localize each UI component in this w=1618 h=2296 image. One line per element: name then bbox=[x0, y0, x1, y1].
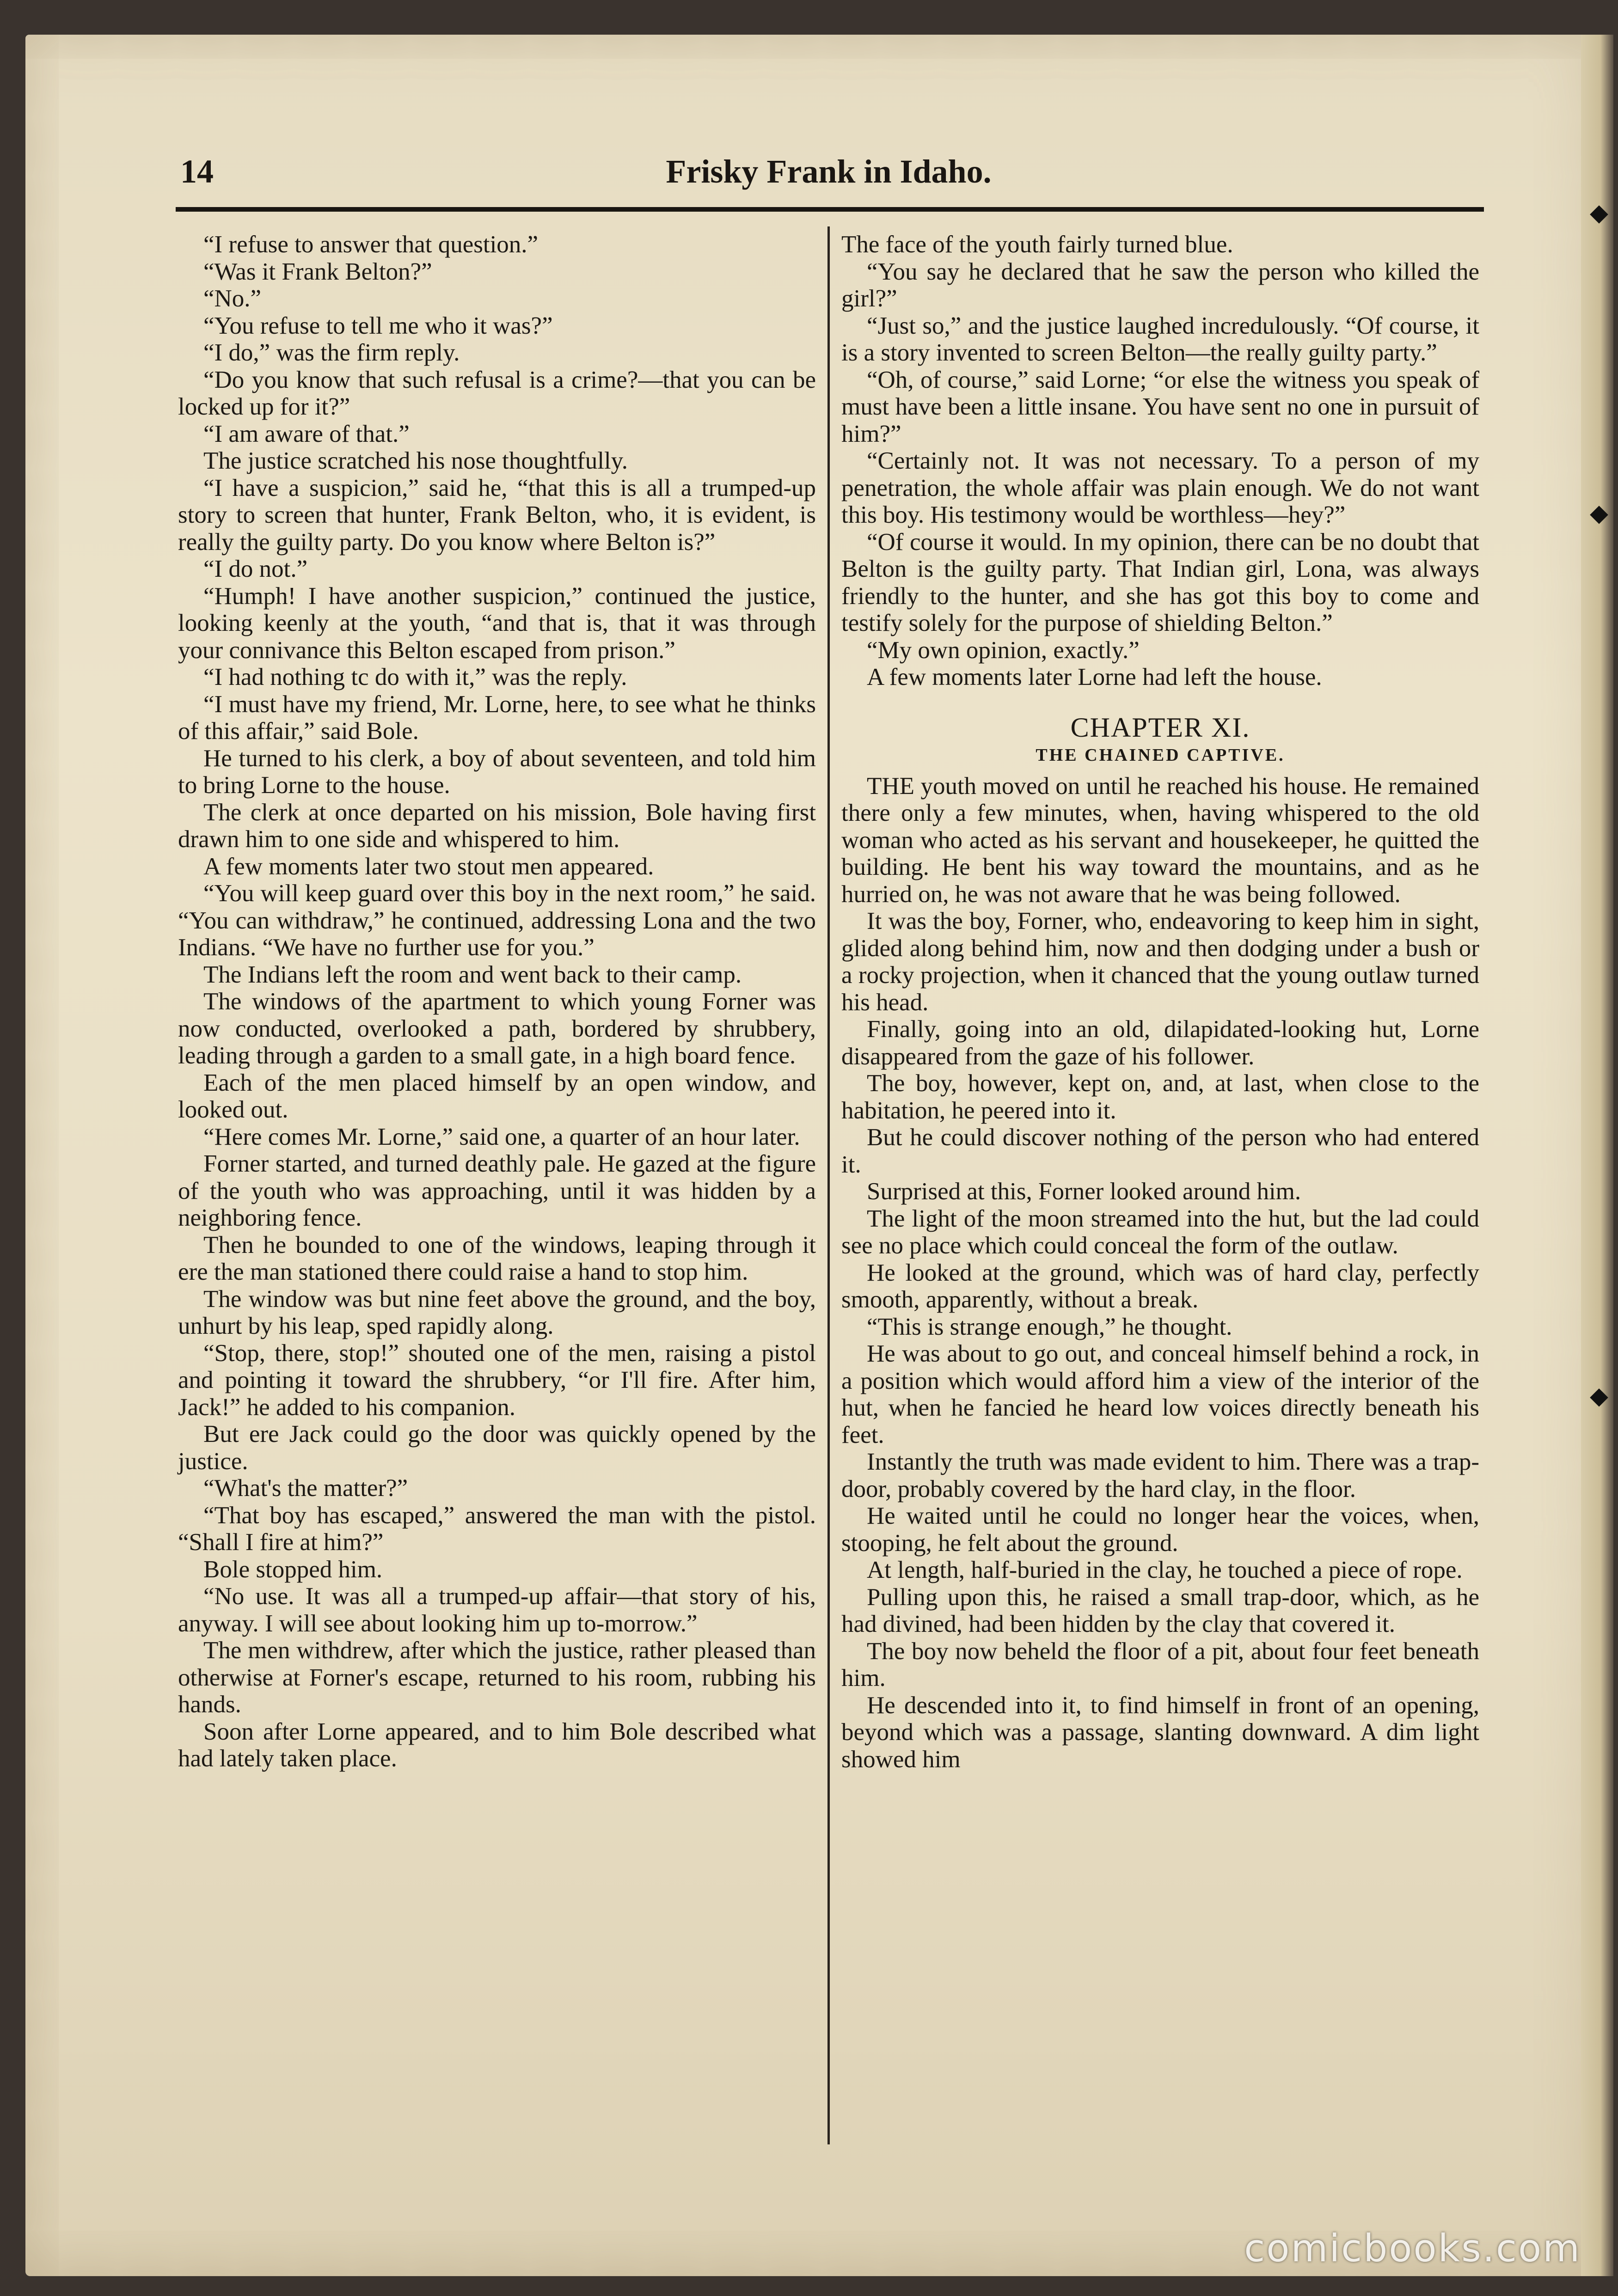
paragraph: “Just so,” and the justice laughed incredulously. “Of course, it is a story invented to screen Belton—the really guilty party.” bbox=[841, 312, 1479, 366]
paragraph: “What's the matter?” bbox=[203, 1475, 408, 1502]
paragraph: The Indians left the room and went back to their camp. bbox=[203, 961, 742, 988]
paragraph: “I am aware of that.” bbox=[203, 420, 410, 447]
paragraph: Surprised at this, Forner looked around him. bbox=[867, 1178, 1301, 1205]
paragraph: “Here comes Mr. Lorne,” said one, a quarter of an hour later. bbox=[203, 1123, 800, 1150]
paragraph: “I refuse to answer that question.” bbox=[203, 231, 539, 258]
paragraph: “That boy has escaped,” answered the man with the pistol. “Shall I fire at him?” bbox=[178, 1502, 816, 1556]
paragraph: “My own opinion, exactly.” bbox=[867, 636, 1140, 664]
paragraph: The clerk at once departed on his mission, Bole having first drawn him to one side and whispered to him. bbox=[178, 799, 816, 853]
paragraph: The boy now beheld the floor of a pit, about four feet beneath him. bbox=[841, 1637, 1479, 1691]
paragraph: He looked at the ground, which was of hard clay, perfectly smooth, apparently, without a break. bbox=[841, 1259, 1479, 1313]
running-title: Frisky Frank in Idaho. bbox=[666, 153, 992, 190]
paragraph: “No.” bbox=[203, 285, 262, 312]
paragraph: “I have a suspicion,” said he, “that this is all a trumped-up story to screen that hunter, Frank Belton, who, it is evident, is really the guilty party. Do you know where Belton is?” bbox=[178, 474, 816, 556]
paragraph: He descended into it, to find himself in front of an opening, beyond which was a passage, slanting downward. A dim light showed him bbox=[841, 1691, 1479, 1773]
binding-edge bbox=[1581, 35, 1613, 2276]
paragraph: THE youth moved on until he reached his house. He remained there only a few minutes, when, having whispered to the old woman who acted as his servant and housekeeper, he quitted the building. He bent his way toward the mountains, and as he hurried on, he was not aware that he was being followed. bbox=[841, 772, 1479, 908]
paragraph: The face of the youth fairly turned blue. bbox=[841, 231, 1233, 258]
page-number: 14 bbox=[180, 153, 214, 190]
paragraph: Instantly the truth was made evident to him. There was a trap-door, probably covered by the hard clay, in the floor. bbox=[841, 1448, 1479, 1502]
paragraph: It was the boy, Forner, who, endeavoring to keep him in sight, glided along behind him, now and then dodging under a bush or a rocky projection, when it chanced that the young outlaw turned his head. bbox=[841, 908, 1479, 1016]
paragraph: The light of the moon streamed into the hut, but the lad could see no place which could conceal the form of the outlaw. bbox=[841, 1205, 1479, 1259]
paragraph: Forner started, and turned deathly pale. He gazed at the figure of the youth who was approaching, until it was hidden by a neighboring fence. bbox=[178, 1150, 816, 1231]
watermark: comicbooks.com bbox=[1244, 2227, 1581, 2271]
paragraph: Bole stopped him. bbox=[203, 1556, 383, 1583]
chapter-title: CHAPTER XI. bbox=[1070, 712, 1250, 743]
paragraph: But he could discover nothing of the person who had entered it. bbox=[841, 1124, 1479, 1178]
column-divider bbox=[827, 226, 830, 2144]
paragraph: The windows of the apartment to which young Forner was now conducted, overlooked a path, bordered by shrubbery, leading through a garden to a small gate, in a high board fence. bbox=[178, 988, 816, 1069]
paragraph: Then he bounded to one of the windows, leaping through it ere the man stationed there could raise a hand to stop him. bbox=[178, 1231, 816, 1285]
paragraph: “Stop, there, stop!” shouted one of the men, raising a pistol and pointing it toward the shrubbery, “or I'll fire. After him, Jack!” he added to his companion. bbox=[178, 1339, 816, 1421]
page-header bbox=[176, 153, 1482, 203]
paragraph: “Humph! I have another suspicion,” continued the justice, looking keenly at the youth, “and that is, that it was through your connivance this Belton escaped from prison.” bbox=[178, 582, 816, 664]
right-column bbox=[841, 231, 1479, 1773]
paragraph: The justice scratched his nose thoughtfully. bbox=[203, 447, 628, 474]
paragraph: “Oh, of course,” said Lorne; “or else the witness you speak of must have been a little insane. You have sent no one in pursuit of him?” bbox=[841, 366, 1479, 447]
paragraph: “I had nothing tc do with it,” was the reply. bbox=[203, 664, 627, 690]
paragraph: The window was but nine feet above the ground, and the boy, unhurt by his leap, sped rapidly along. bbox=[178, 1285, 816, 1339]
chapter-subtitle: THE CHAINED CAPTIVE. bbox=[1036, 745, 1285, 765]
paragraph: “This is strange enough,” he thought. bbox=[867, 1313, 1232, 1340]
paragraph: He was about to go out, and conceal himself behind a rock, in a position which would afford him a view of the interior of the hut, when he fancied he heard low voices directly beneath his feet. bbox=[841, 1340, 1479, 1448]
paragraph: A few moments later two stout men appeared. bbox=[203, 853, 654, 880]
paragraph: He waited until he could no longer hear the voices, when, stooping, he felt about the ground. bbox=[841, 1502, 1479, 1557]
paragraph: The boy, however, kept on, and, at last, when close to the habitation, he peered into it. bbox=[841, 1070, 1479, 1124]
left-column bbox=[178, 231, 816, 1772]
paragraph: “I do,” was the firm reply. bbox=[203, 339, 460, 366]
paragraph: “Do you know that such refusal is a crime?—that you can be locked up for it?” bbox=[178, 366, 816, 420]
paragraph: “Of course it would. In my opinion, there can be no doubt that Belton is the guilty party. That Indian girl, Lona, was always friendly to the hunter, and she has got this boy to come and testify solely for the purpose of shielding Belton.” bbox=[841, 528, 1479, 636]
paragraph: “You will keep guard over this boy in the next room,” he said. “You can withdraw,” he continued, addressing Lona and the two Indians. “We have no further use for you.” bbox=[178, 880, 816, 961]
paragraph: “I must have my friend, Mr. Lorne, here, to see what he thinks of this affair,” said Bole. bbox=[178, 690, 816, 745]
paragraph: “You refuse to tell me who it was?” bbox=[203, 312, 553, 339]
paragraph: “You say he declared that he saw the person who killed the girl?” bbox=[841, 258, 1479, 312]
paragraph: But ere Jack could go the door was quickly opened by the justice. bbox=[178, 1421, 816, 1475]
paragraph: Each of the men placed himself by an open window, and looked out. bbox=[178, 1069, 816, 1123]
paragraph: At length, half-buried in the clay, he touched a piece of rope. bbox=[867, 1557, 1463, 1583]
paragraph: “Certainly not. It was not necessary. To a person of my penetration, the whole affair was plain enough. We do not want this boy. His testimony would be worthless—hey?” bbox=[841, 447, 1479, 528]
paragraph: Pulling upon this, he raised a small trap-door, which, as he had divined, had been hidden by the clay that covered it. bbox=[841, 1583, 1479, 1637]
paragraph: Soon after Lorne appeared, and to him Bole described what had lately taken place. bbox=[178, 1718, 816, 1772]
header-rule bbox=[176, 207, 1484, 212]
paragraph: “No use. It was all a trumped-up affair—that story of his, anyway. I will see about looking him up to-morrow.” bbox=[178, 1583, 816, 1637]
paragraph: Finally, going into an old, dilapidated-looking hut, Lorne disappeared from the gaze of his follower. bbox=[841, 1016, 1479, 1070]
paragraph: He turned to his clerk, a boy of about seventeen, and told him to bring Lorne to the house. bbox=[178, 745, 816, 799]
paragraph: “Was it Frank Belton?” bbox=[203, 258, 432, 285]
paragraph: “I do not.” bbox=[203, 556, 308, 582]
paragraph: A few moments later Lorne had left the house. bbox=[867, 664, 1322, 690]
paragraph: The men withdrew, after which the justice, rather pleased than otherwise at Forner's escape, returned to his room, rubbing his hands. bbox=[178, 1637, 816, 1718]
